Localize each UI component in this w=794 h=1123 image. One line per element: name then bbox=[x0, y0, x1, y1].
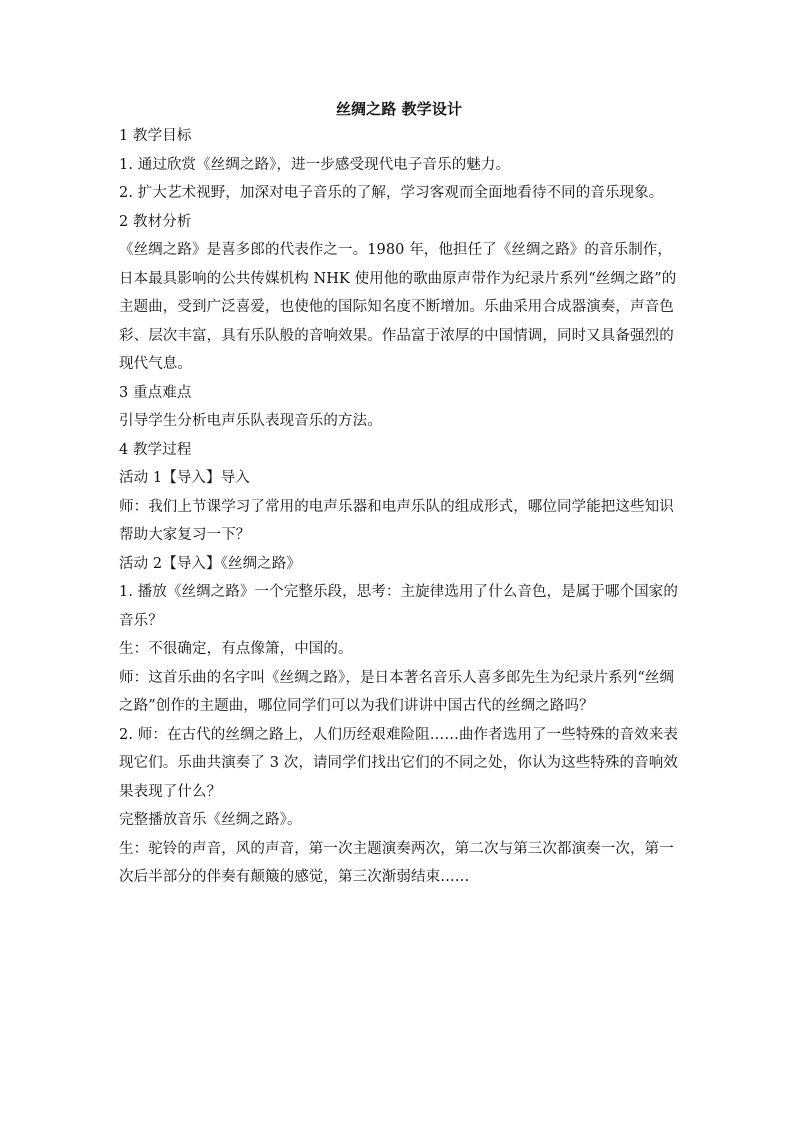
paragraph: 师：我们上节课学习了常用的电声乐器和电声乐队的组成形式，哪位同学能把这些知识帮助大家复习一下？ bbox=[119, 498, 674, 543]
paragraph: 《丝绸之路》是喜多郎的代表作之一。1980 年，他担任了《丝绸之路》的音乐制作，日本最具影响的公共传媒机构 NHK 使用他的歌曲原声带作为纪录片系列“丝绸之路”的主题曲，受到广泛喜爱，也使他的国际知名度不断增加。乐曲采用合成器演奏，声音色彩、层次丰富，具有乐队般的音响效果。作品富于浓厚的中国情调，同时又具备强烈的现代气息。 bbox=[119, 242, 677, 372]
paragraph: 引导学生分析电声乐队表现音乐的方法。 bbox=[119, 413, 382, 429]
paragraph: 1. 通过欣赏《丝绸之路》，进一步感受现代电子音乐的魅力。 bbox=[119, 156, 511, 173]
paragraph: 生：驼铃的声音，风的声音，第一次主题演奏两次，第二次与第三次都演奏一次，第一次后半部分的伴奏有颠簸的感觉，第三次渐弱结束…… bbox=[119, 840, 674, 885]
page-title: 丝绸之路 教学设计 bbox=[335, 100, 463, 118]
paragraph: 2. 师：在古代的丝绸之路上，人们历经艰难险阻……曲作者选用了一些特殊的音效来表现它们。乐曲共演奏了 3 次，请同学们找出它们的不同之处，你认为这些特殊的音响效果表现了什么？ bbox=[119, 726, 678, 800]
document-body bbox=[119, 95, 679, 892]
paragraph: 2. 扩大艺术视野，加深对电子音乐的了解，学习客观而全面地看待不同的音乐现象。 bbox=[119, 185, 664, 201]
paragraph: 生：不很确定，有点像箫，中国的。 bbox=[119, 641, 353, 657]
activity-label: 活动 1【导入】导入 bbox=[119, 470, 250, 486]
paragraph: 师：这首乐曲的名字叫《丝绸之路》，是日本著名音乐人喜多郎先生为纪录片系列“丝绸之路”创作的主题曲，哪位同学们可以为我们讲讲中国古代的丝绸之路吗？ bbox=[119, 669, 675, 714]
section-heading-objectives: 1 教学目标 bbox=[119, 128, 192, 144]
section-heading-analysis: 2 教材分析 bbox=[119, 213, 192, 230]
section-heading-key-points: 3 重点难点 bbox=[119, 384, 192, 401]
section-heading-process: 4 教学过程 bbox=[119, 441, 192, 458]
activity-label: 活动 2【导入】《丝绸之路》 bbox=[119, 555, 301, 572]
paragraph: 完整播放音乐《丝绸之路》。 bbox=[119, 812, 302, 828]
paragraph: 1. 播放《丝绸之路》一个完整乐段，思考：主旋律选用了什么音色，是属于哪个国家的音乐？ bbox=[119, 584, 678, 629]
